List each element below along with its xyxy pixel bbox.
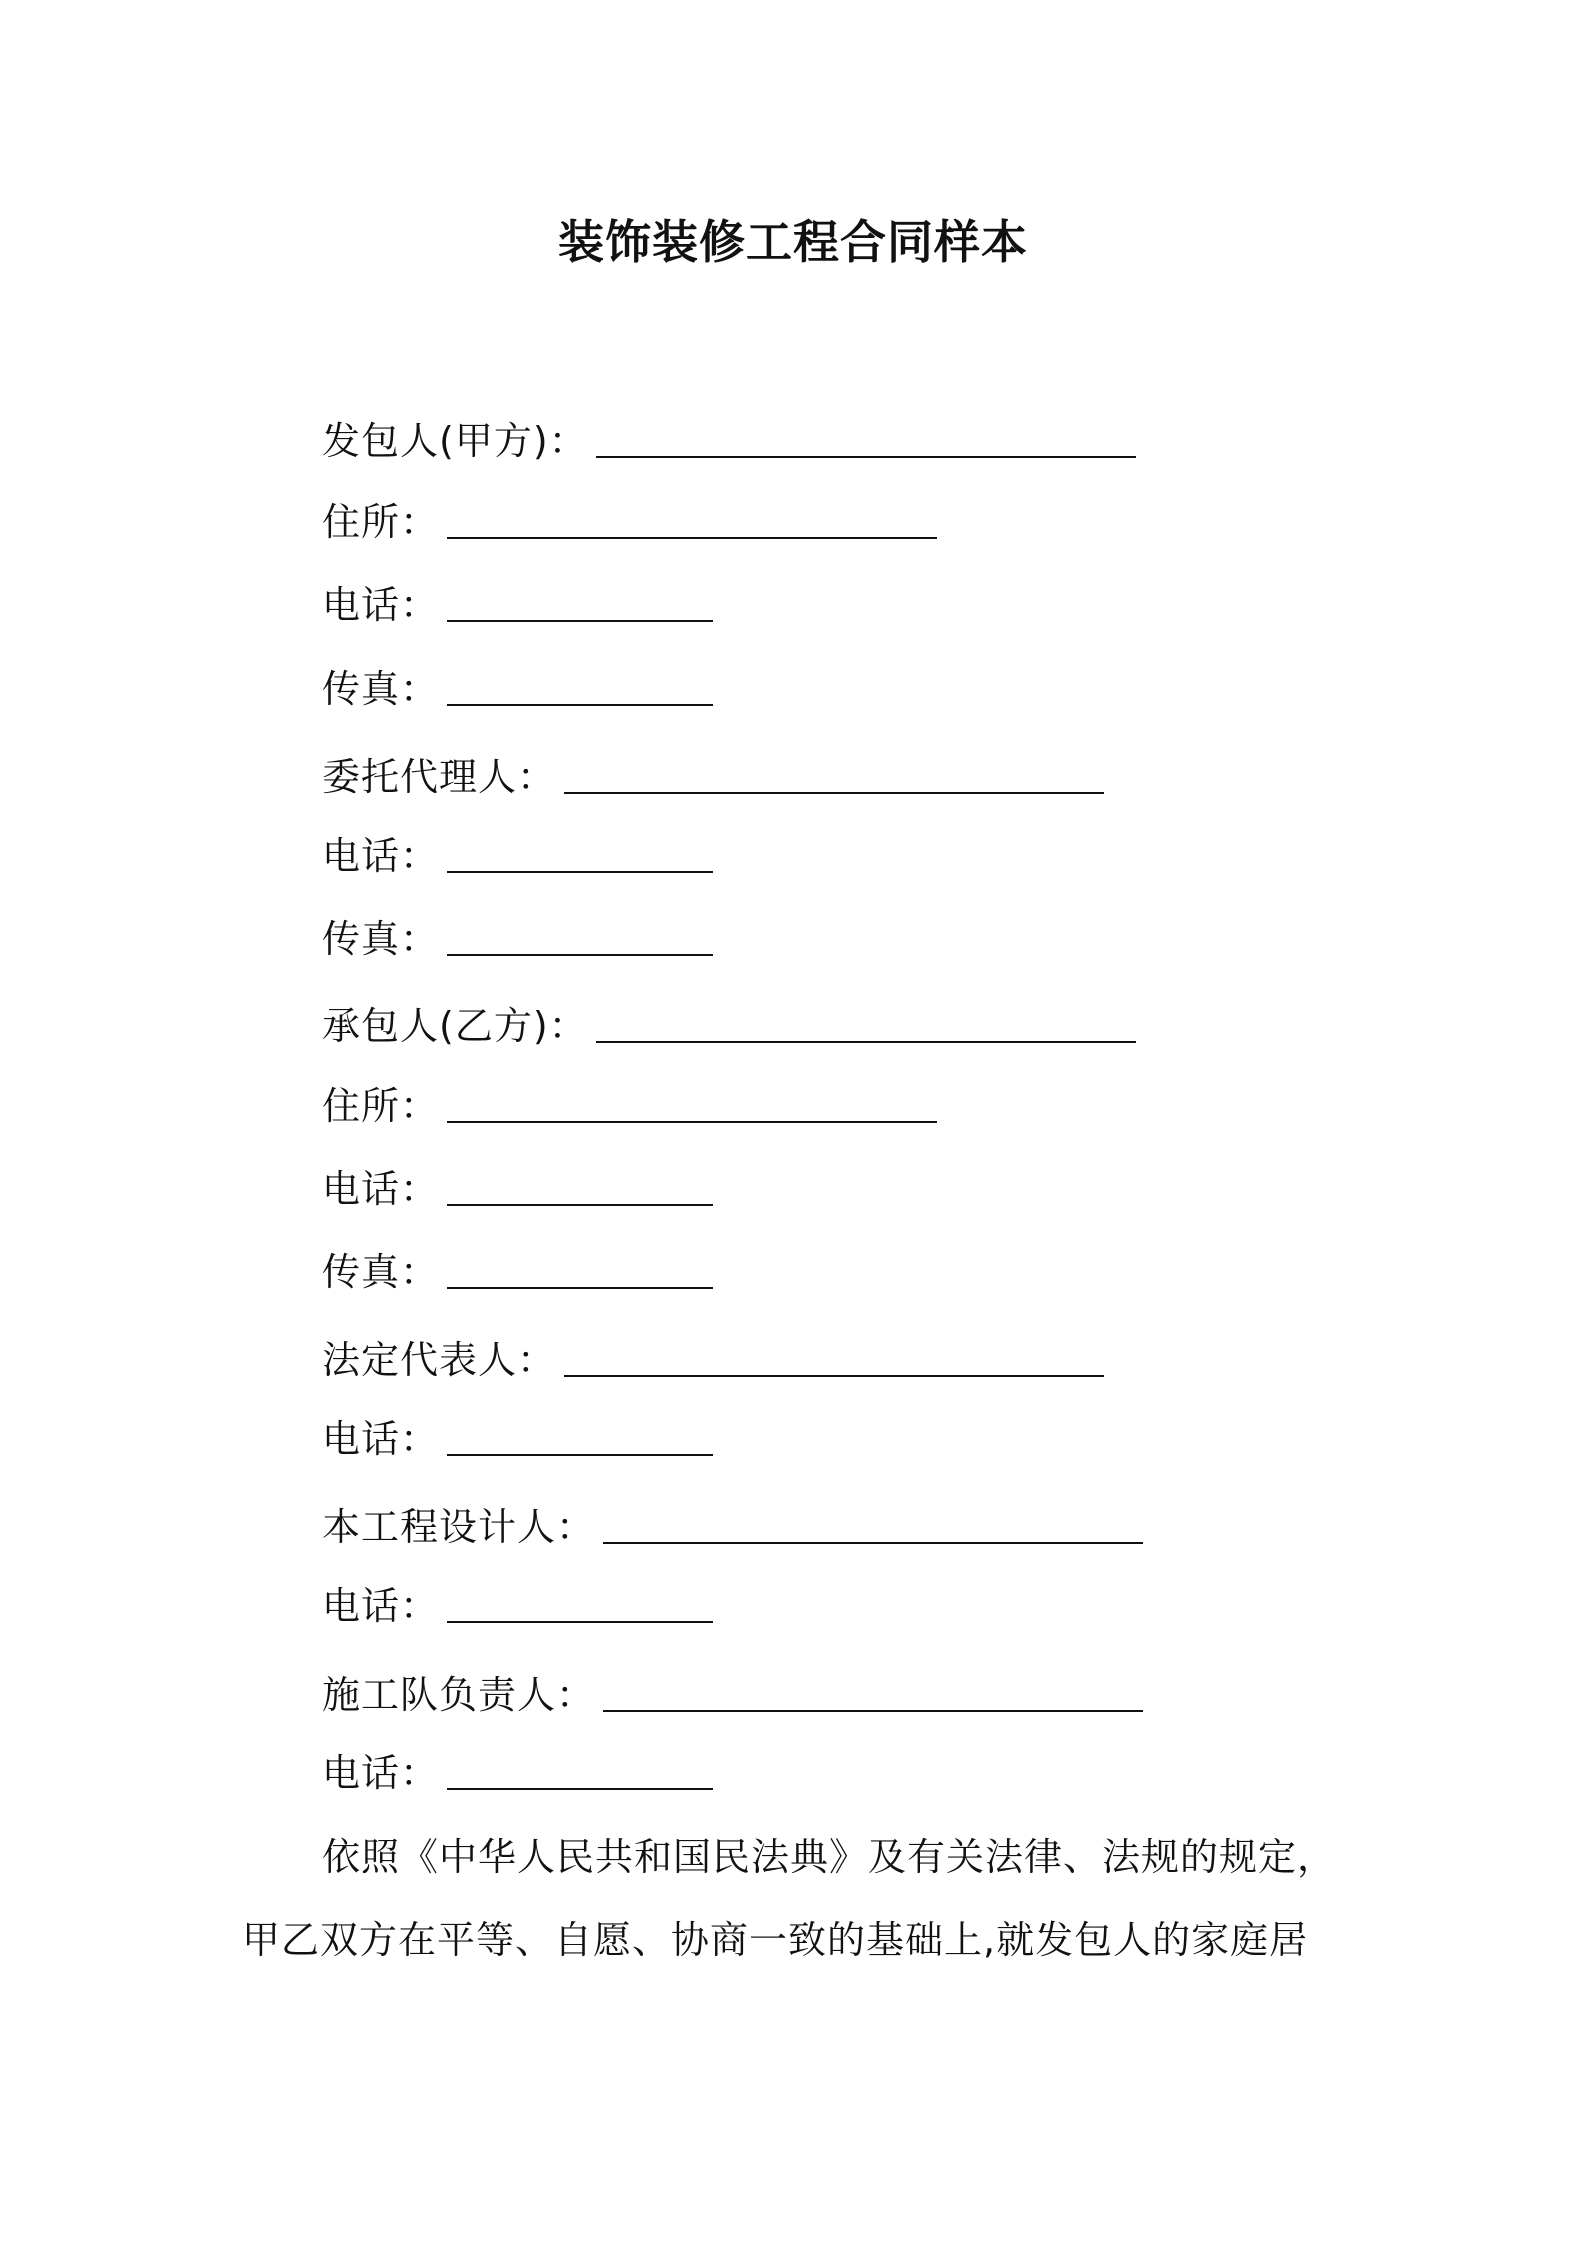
field-label: 施工队负责人： bbox=[322, 1673, 596, 1717]
field-label: 传真： bbox=[322, 1250, 440, 1294]
blank-line[interactable] bbox=[447, 1286, 713, 1289]
field-label: 电话： bbox=[322, 834, 440, 878]
field-label: 传真： bbox=[322, 917, 440, 961]
field-phone-foreman bbox=[322, 1748, 713, 1798]
field-label: 电话： bbox=[322, 1417, 440, 1461]
blank-line[interactable] bbox=[447, 1620, 713, 1623]
field-fax-a bbox=[322, 664, 713, 714]
blank-line[interactable] bbox=[447, 870, 713, 873]
field-phone-legal bbox=[322, 1414, 713, 1464]
blank-line[interactable] bbox=[564, 1374, 1104, 1377]
blank-line[interactable] bbox=[447, 703, 713, 706]
field-fax-b bbox=[322, 1247, 713, 1297]
field-designer bbox=[322, 1502, 1143, 1552]
field-party-b bbox=[322, 1001, 1136, 1051]
field-label: 发包人(甲方)： bbox=[322, 419, 588, 463]
field-label: 电话： bbox=[322, 1751, 440, 1795]
field-phone-a bbox=[322, 580, 713, 630]
field-phone-designer bbox=[322, 1581, 713, 1631]
field-label: 法定代表人： bbox=[322, 1338, 557, 1382]
field-label: 电话： bbox=[322, 1584, 440, 1628]
field-label: 本工程设计人： bbox=[322, 1505, 596, 1549]
blank-line[interactable] bbox=[447, 1203, 713, 1206]
blank-line[interactable] bbox=[447, 619, 713, 622]
blank-line[interactable] bbox=[564, 791, 1104, 794]
field-foreman bbox=[322, 1670, 1143, 1720]
paragraph-line-1: 依照《中华人民共和国民法典》及有关法律、法规的规定， bbox=[322, 1835, 1337, 1879]
field-label: 委托代理人： bbox=[322, 755, 557, 799]
field-phone-b bbox=[322, 1164, 713, 1214]
blank-line[interactable] bbox=[447, 1787, 713, 1790]
field-address-a bbox=[322, 497, 937, 547]
blank-line[interactable] bbox=[447, 1120, 937, 1123]
field-label: 住所： bbox=[322, 1084, 440, 1128]
field-party-a bbox=[322, 416, 1136, 466]
field-fax-agent bbox=[322, 914, 713, 964]
blank-line[interactable] bbox=[447, 1453, 713, 1456]
field-label: 电话： bbox=[322, 583, 440, 627]
blank-line[interactable] bbox=[447, 536, 937, 539]
blank-line[interactable] bbox=[596, 1040, 1136, 1043]
field-label: 住所： bbox=[322, 500, 440, 544]
blank-line[interactable] bbox=[596, 455, 1136, 458]
blank-line[interactable] bbox=[603, 1541, 1143, 1544]
field-address-b bbox=[322, 1081, 937, 1131]
blank-line[interactable] bbox=[603, 1709, 1143, 1712]
field-label: 承包人(乙方)： bbox=[322, 1004, 588, 1048]
document-title: 装饰装修工程合同样本 bbox=[558, 215, 1028, 269]
field-agent bbox=[322, 752, 1104, 802]
field-phone-agent bbox=[322, 831, 713, 881]
blank-line[interactable] bbox=[447, 953, 713, 956]
paragraph-line-2: 甲乙双方在平等、自愿、协商一致的基础上,就发包人的家庭居 bbox=[242, 1918, 1309, 1962]
field-label: 传真： bbox=[322, 667, 440, 711]
field-label: 电话： bbox=[322, 1167, 440, 1211]
field-legal-rep bbox=[322, 1335, 1104, 1385]
